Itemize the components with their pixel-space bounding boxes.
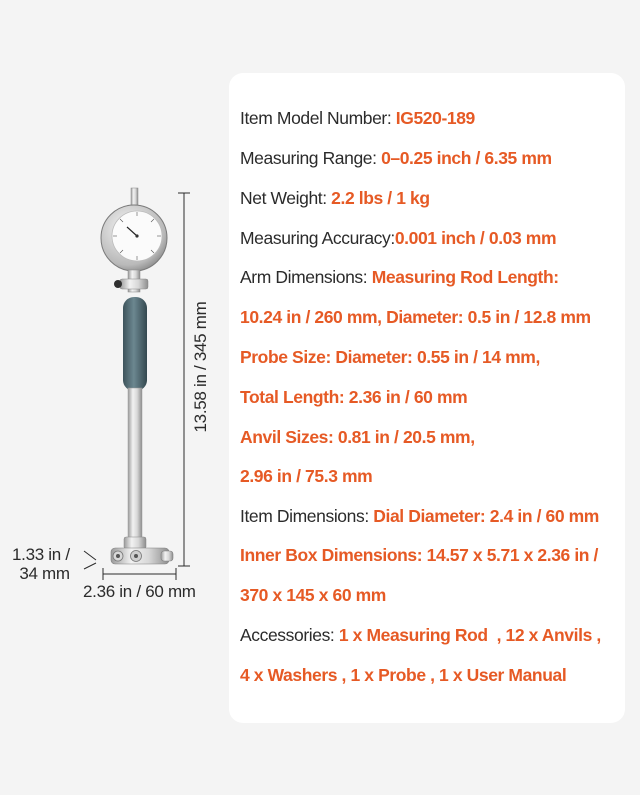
spec-anvil-cont: 2.96 in / 75.3 mm xyxy=(240,466,373,486)
width-dimension-label: 2.36 in / 60 mm xyxy=(83,582,196,601)
spec-weight: Net Weight: 2.2 lbs / 1 kg xyxy=(240,188,430,208)
spec-accuracy: Measuring Accuracy:0.001 inch / 0.03 mm xyxy=(240,228,557,248)
spec-box-cont: 370 x 145 x 60 mm xyxy=(240,585,386,605)
spec-arm-cont: 10.24 in / 260 mm, Diameter: 0.5 in / 12.8 mm xyxy=(240,307,591,327)
height-dimension-label: 13.58 in / 345 mm xyxy=(191,301,210,433)
spec-anvil: Anvil Sizes: 0.81 in / 20.5 mm, xyxy=(240,427,475,447)
measuring-rod xyxy=(128,388,142,540)
spec-accessories: Accessories: 1 x Measuring Rod , 12 x Anvils , xyxy=(240,625,601,645)
specs-card xyxy=(229,73,625,723)
spec-probe-cont: Total Length: 2.36 in / 60 mm xyxy=(240,387,468,407)
spec-item-dimensions: Item Dimensions: Dial Diameter: 2.4 in / 60 mm xyxy=(240,506,599,526)
anvil-dimension-line1: 1.33 in / xyxy=(12,545,70,564)
spec-range: Measuring Range: 0–0.25 inch / 6.35 mm xyxy=(240,148,552,168)
anvil-dimension-label xyxy=(12,545,70,583)
spec-model: Item Model Number: IG520-189 xyxy=(240,108,475,128)
spec-accessories-cont: 4 x Washers , 1 x Probe , 1 x User Manual xyxy=(240,665,567,685)
spec-box: Inner Box Dimensions: 14.57 x 5.71 x 2.36 in / xyxy=(240,545,599,565)
anvil-dimension-line2: 34 mm xyxy=(19,564,70,583)
grip-handle xyxy=(123,297,147,391)
spec-arm: Arm Dimensions: Measuring Rod Length: xyxy=(240,267,559,287)
spec-probe: Probe Size: Diameter: 0.55 in / 14 mm, xyxy=(240,347,540,367)
